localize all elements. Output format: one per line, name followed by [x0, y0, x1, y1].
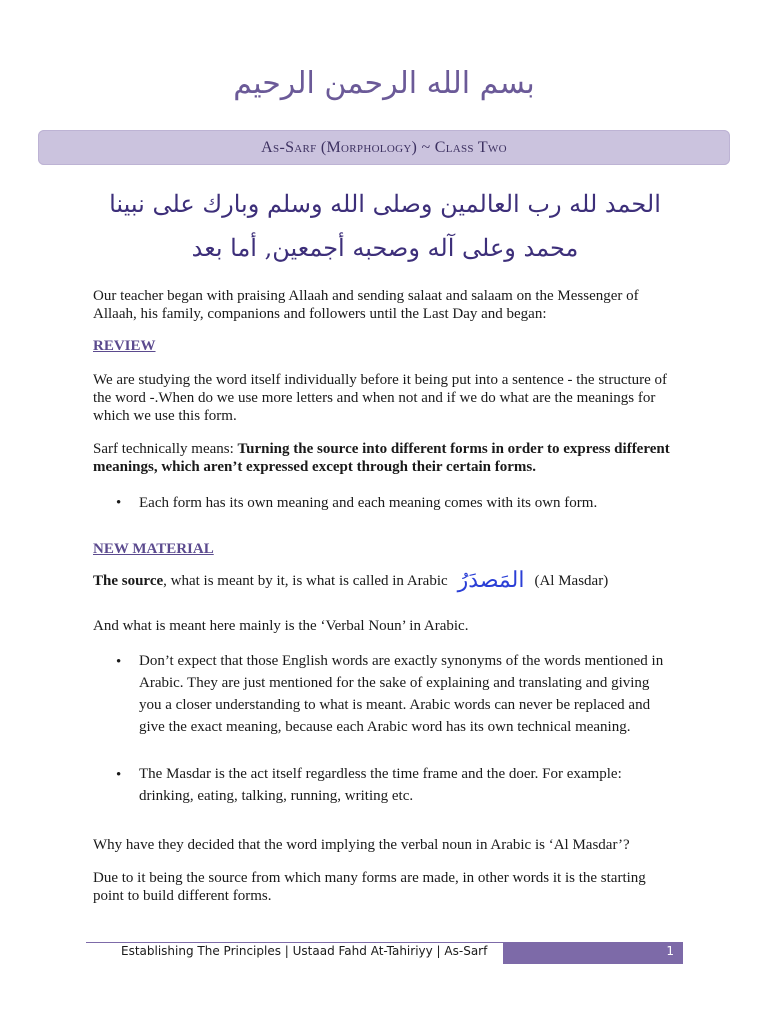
- bismillah-header: بسم الله الرحمن الرحيم: [233, 66, 535, 101]
- sarf-definition-paragraph: [93, 440, 675, 476]
- source-paragraph: [93, 570, 675, 592]
- sarf-definition: Turning the source into different forms in order to express different meanings, which aren’t expressed except through their certain forms.: [93, 441, 670, 475]
- page-number-box: [503, 942, 683, 964]
- document-title: As-Sarf (Morphology) ~ Class Two: [261, 139, 507, 156]
- masdar-arabic: المَصدَرُ: [457, 568, 525, 593]
- new-material-bullet-2: The Masdar is the act itself regardless the time frame and the doer. For example: drinking, eating, talking, running, writing etc.: [139, 766, 622, 804]
- bullet-dot: •: [116, 495, 122, 511]
- footer-text: Establishing The Principles | Ustaad Fahd At-Tahiriyy | As-Sarf: [121, 944, 488, 958]
- bullet-dot: •: [116, 767, 122, 783]
- arabic-opening-praise: الحمد لله رب العالمين وصلى الله وسلم وبارك على نبينا محمد وعلى آله وصحبه أجمعين, أما بعد: [109, 190, 661, 262]
- page-number: 1: [666, 944, 674, 958]
- review-heading: REVIEW: [93, 338, 156, 354]
- review-bullet: Each form has its own meaning and each meaning comes with its own form.: [139, 495, 598, 511]
- masdar-latin: (Al Masdar): [534, 573, 609, 589]
- review-paragraph: We are studying the word itself individually before it being put into a sentence - the structure of the word -.When do we use more letters and when not and if we do what are the meanings for which we use this form.: [93, 372, 668, 424]
- new-material-bullet-1: Don’t expect that those English words are exactly synonyms of the words mentioned in Arabic. They are just mentioned for the sake of explaining and translating and giving you a closer understanding to what is meant. Arabic words can never be replaced and give the exact meaning, because each Arabic word has its own technical meaning.: [139, 653, 664, 735]
- new-material-heading: NEW MATERIAL: [93, 541, 214, 557]
- answer-paragraph: Due to it being the source from which many forms are made, in other words it is the starting point to build different forms.: [93, 870, 646, 904]
- question-paragraph: Why have they decided that the word implying the verbal noun in Arabic is ‘Al Masdar’?: [93, 837, 630, 853]
- sarf-prefix: Sarf technically means:: [93, 441, 238, 457]
- source-bold: The source: [93, 573, 164, 589]
- verbal-noun-paragraph: And what is meant here mainly is the ‘Verbal Noun’ in Arabic.: [93, 618, 469, 634]
- title-banner: [38, 130, 730, 165]
- intro-paragraph: Our teacher began with praising Allaah and sending salaat and salaam on the Messenger of Allaah, his family, companions and followers until the Last Day and began:: [93, 288, 639, 322]
- source-text: , what is meant by it, is what is called in Arabic: [163, 573, 448, 589]
- bullet-dot: •: [116, 654, 122, 670]
